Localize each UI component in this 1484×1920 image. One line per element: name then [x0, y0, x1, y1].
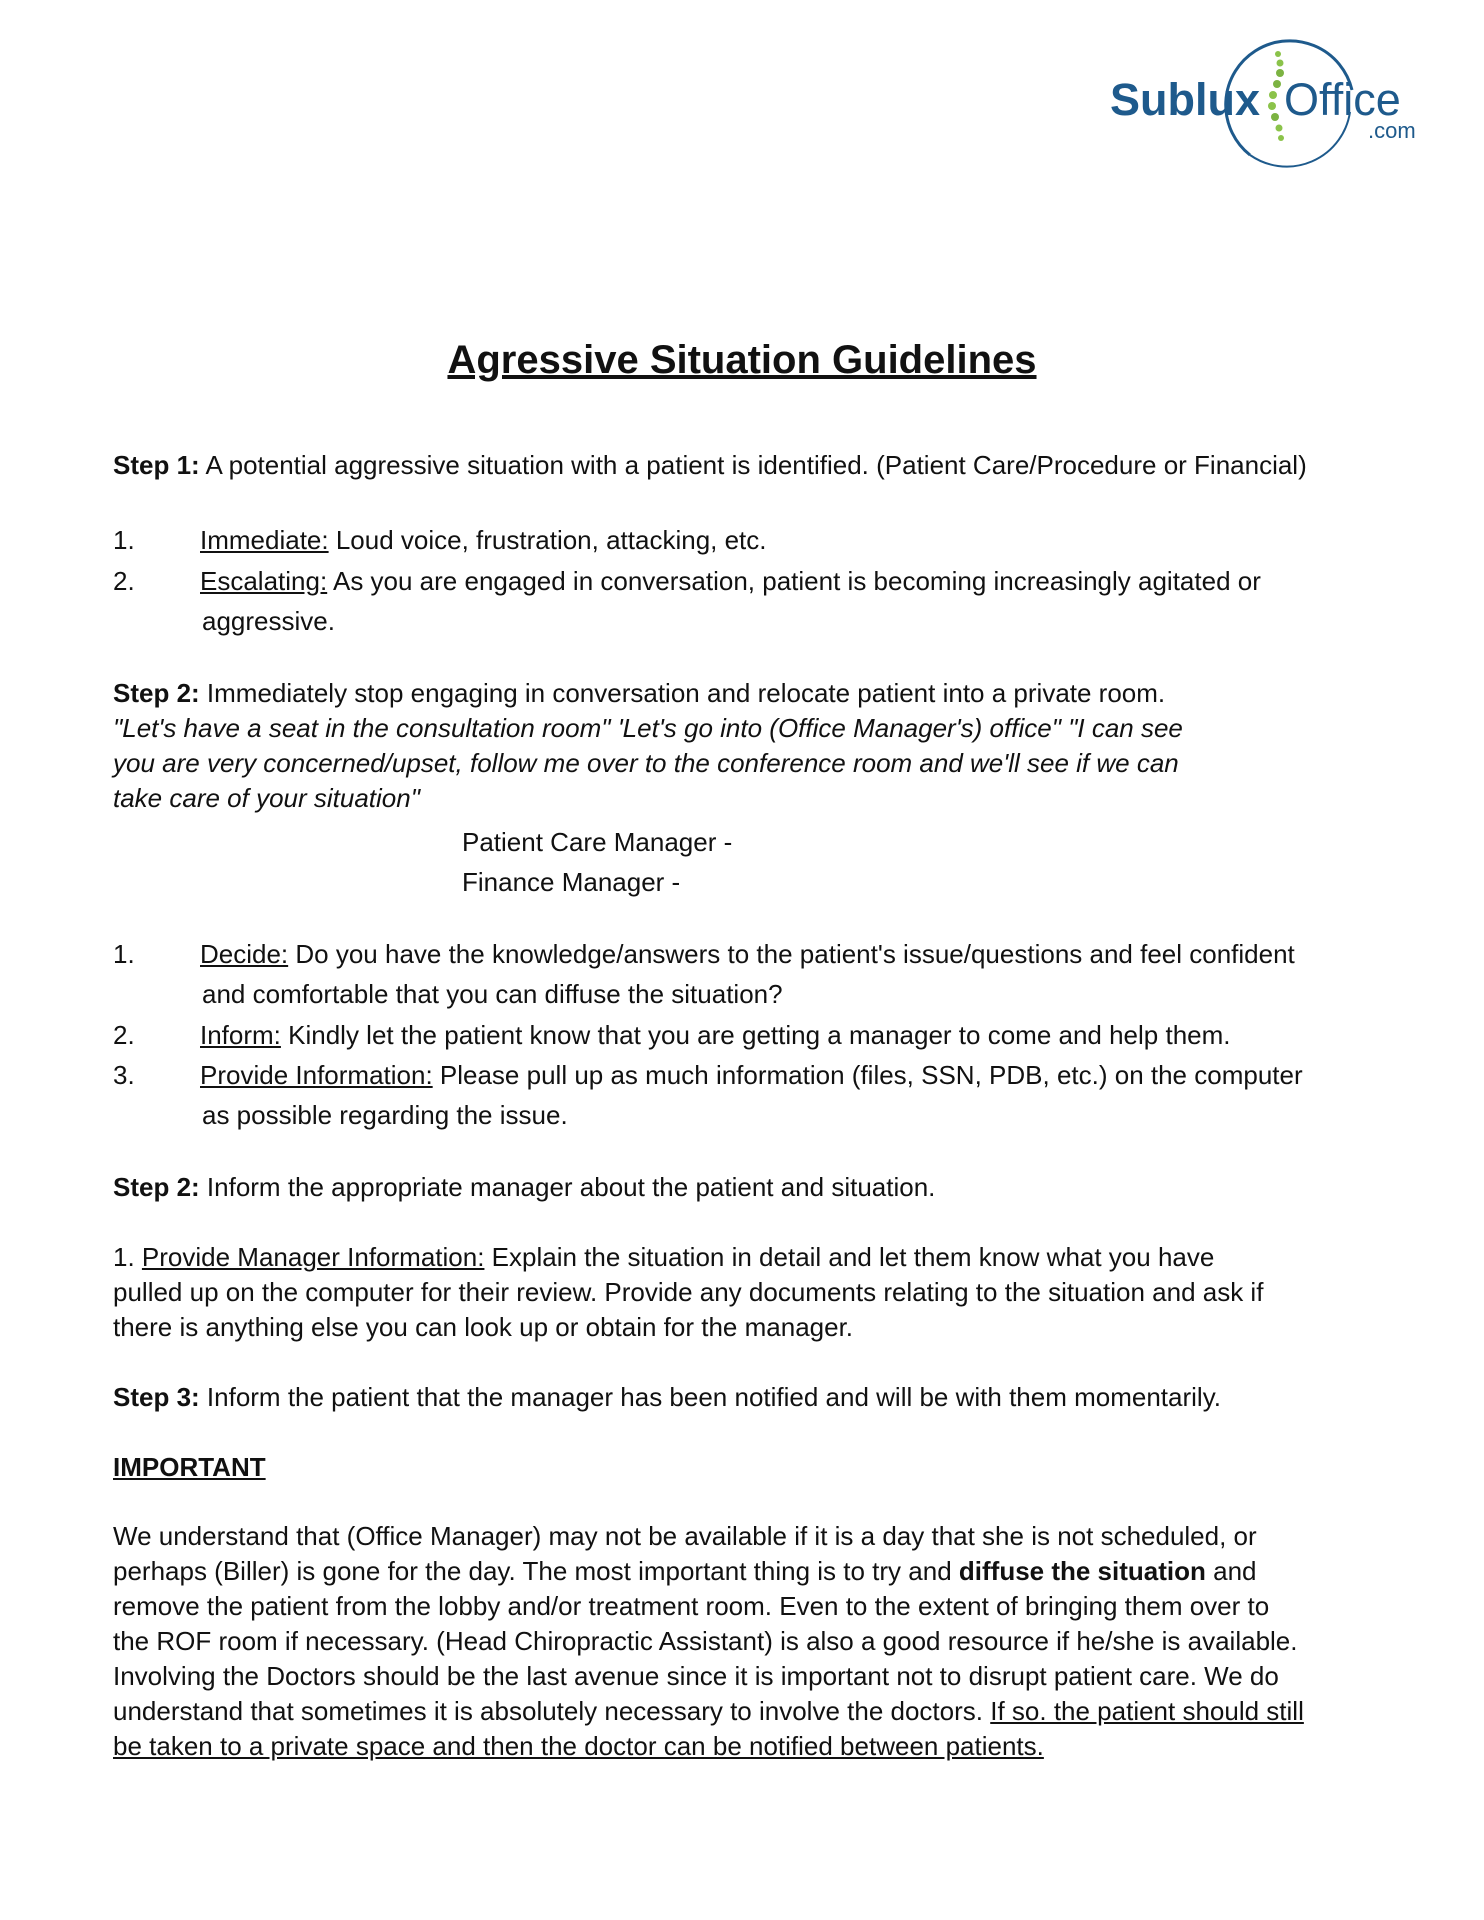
step1-item2-number: 2. — [113, 566, 135, 596]
important-line1: We understand that (Office Manager) may not be available if it is a day that she is not scheduled, or — [113, 1521, 1257, 1551]
step3-line — [113, 1380, 1221, 1415]
step1-item1-text: Loud voice, frustration, attacking, etc. — [328, 525, 767, 555]
step1-item1-term: Immediate: — [200, 525, 329, 555]
step1-text: A potential aggressive situation with a patient is identified. (Patient Care/Procedure or Financial) — [199, 450, 1307, 480]
important-line2 — [113, 1554, 1257, 1589]
important-line3: remove the patient from the lobby and/or treatment room. Even to the extent of bringing them over to — [113, 1591, 1270, 1621]
step1-item2-continuation: aggressive. — [202, 606, 335, 636]
step2b-label: Step 2: — [113, 1172, 200, 1202]
step2a-item2-text: Kindly let the patient know that you are getting a manager to come and help them. — [280, 1020, 1231, 1050]
important-line4: the ROF room if necessary. (Head Chiropractic Assistant) is also a good resource if he/she is available. — [113, 1626, 1298, 1656]
step2a-item1-continuation: and comfortable that you can diffuse the situation? — [202, 979, 783, 1009]
step2a-text: Immediately stop engaging in conversation and relocate patient into a private room. — [199, 678, 1166, 708]
important-heading: IMPORTANT — [113, 1452, 266, 1482]
step2a-quote-line1: "Let's have a seat in the consultation room" 'Let's go into (Office Manager's) office" "I can see — [113, 713, 1183, 743]
step1-label: Step 1: — [113, 450, 200, 480]
step2a-item1-text: Do you have the knowledge/answers to the patient's issue/questions and feel confident — [288, 939, 1295, 969]
important-line6-start: understand that sometimes it is absolutely necessary to involve the doctors. — [113, 1696, 991, 1726]
step2a-item3-continuation: as possible regarding the issue. — [202, 1100, 568, 1130]
step2b-item1-term: Provide Manager Information: — [141, 1242, 485, 1272]
step1-item1 — [200, 523, 767, 558]
step2a-item1-term: Decide: — [200, 939, 289, 969]
step3-text: Inform the patient that the manager has been notified and will be with them momentarily. — [199, 1382, 1221, 1412]
step2a-item1 — [200, 937, 1295, 972]
step2b-item1-text: Explain the situation in detail and let them know what you have — [484, 1242, 1215, 1272]
important-emphasis: diffuse the situation — [958, 1556, 1206, 1586]
logo-suffix: .com — [1368, 118, 1416, 143]
step2b-item1-line3: there is anything else you can look up or obtain for the manager. — [113, 1312, 854, 1342]
important-line2-start: perhaps (Biller) is gone for the day. The most important thing is to try and — [113, 1556, 959, 1586]
step2a-item1-number: 1. — [113, 939, 135, 969]
step2a-item2-term: Inform: — [200, 1020, 281, 1050]
important-line6-underlined: If so. the patient should still — [990, 1696, 1304, 1726]
important-line2-end: and — [1205, 1556, 1257, 1586]
step3-label: Step 3: — [113, 1382, 200, 1412]
step2a-item3 — [200, 1058, 1303, 1093]
step2a-item2 — [200, 1018, 1231, 1053]
logo-word-sublux: Sublux — [1110, 74, 1261, 125]
important-line7: be taken to a private space and then the doctor can be notified between patients. — [113, 1731, 1044, 1761]
step2a-item3-text: Please pull up as much information (files, SSN, PDB, etc.) on the computer — [432, 1060, 1303, 1090]
logo-word-office: Office — [1284, 74, 1401, 125]
step1-item2-term: Escalating: — [200, 566, 328, 596]
step2b-item1-line1 — [113, 1240, 1214, 1275]
step1-item1-number: 1. — [113, 525, 135, 555]
step2a-quote-line3: take care of your situation" — [113, 783, 420, 813]
step1-item2-text: As you are engaged in conversation, patient is becoming increasingly agitated or — [327, 566, 1261, 596]
step2a-item2-number: 2. — [113, 1020, 135, 1050]
important-line6 — [113, 1694, 1304, 1729]
step2a-item3-term: Provide Information: — [200, 1060, 433, 1090]
step2b-item1-line2: pulled up on the computer for their review. Provide any documents relating to the situation and ask if — [113, 1277, 1264, 1307]
logo-wordmark — [1110, 74, 1401, 126]
sublux-office-logo — [1100, 30, 1430, 170]
step2b-line — [113, 1170, 935, 1205]
important-line5: Involving the Doctors should be the last avenue since it is important not to disrupt patient care. We do — [113, 1661, 1279, 1691]
step2b-text: Inform the appropriate manager about the patient and situation. — [199, 1172, 936, 1202]
page-title: Agressive Situation Guidelines — [447, 338, 1037, 382]
step2a-item3-number: 3. — [113, 1060, 135, 1090]
patient-care-manager-line: Patient Care Manager - — [462, 827, 733, 857]
finance-manager-line: Finance Manager - — [462, 867, 681, 897]
step1-item2 — [200, 564, 1261, 599]
step1-line — [113, 448, 1307, 483]
step2a-quote-line2: you are very concerned/upset, follow me over to the conference room and we'll see if we can — [113, 748, 1179, 778]
step2a-label: Step 2: — [113, 678, 200, 708]
step2b-item1-number: 1. — [113, 1242, 142, 1272]
step2a-line — [113, 676, 1165, 711]
